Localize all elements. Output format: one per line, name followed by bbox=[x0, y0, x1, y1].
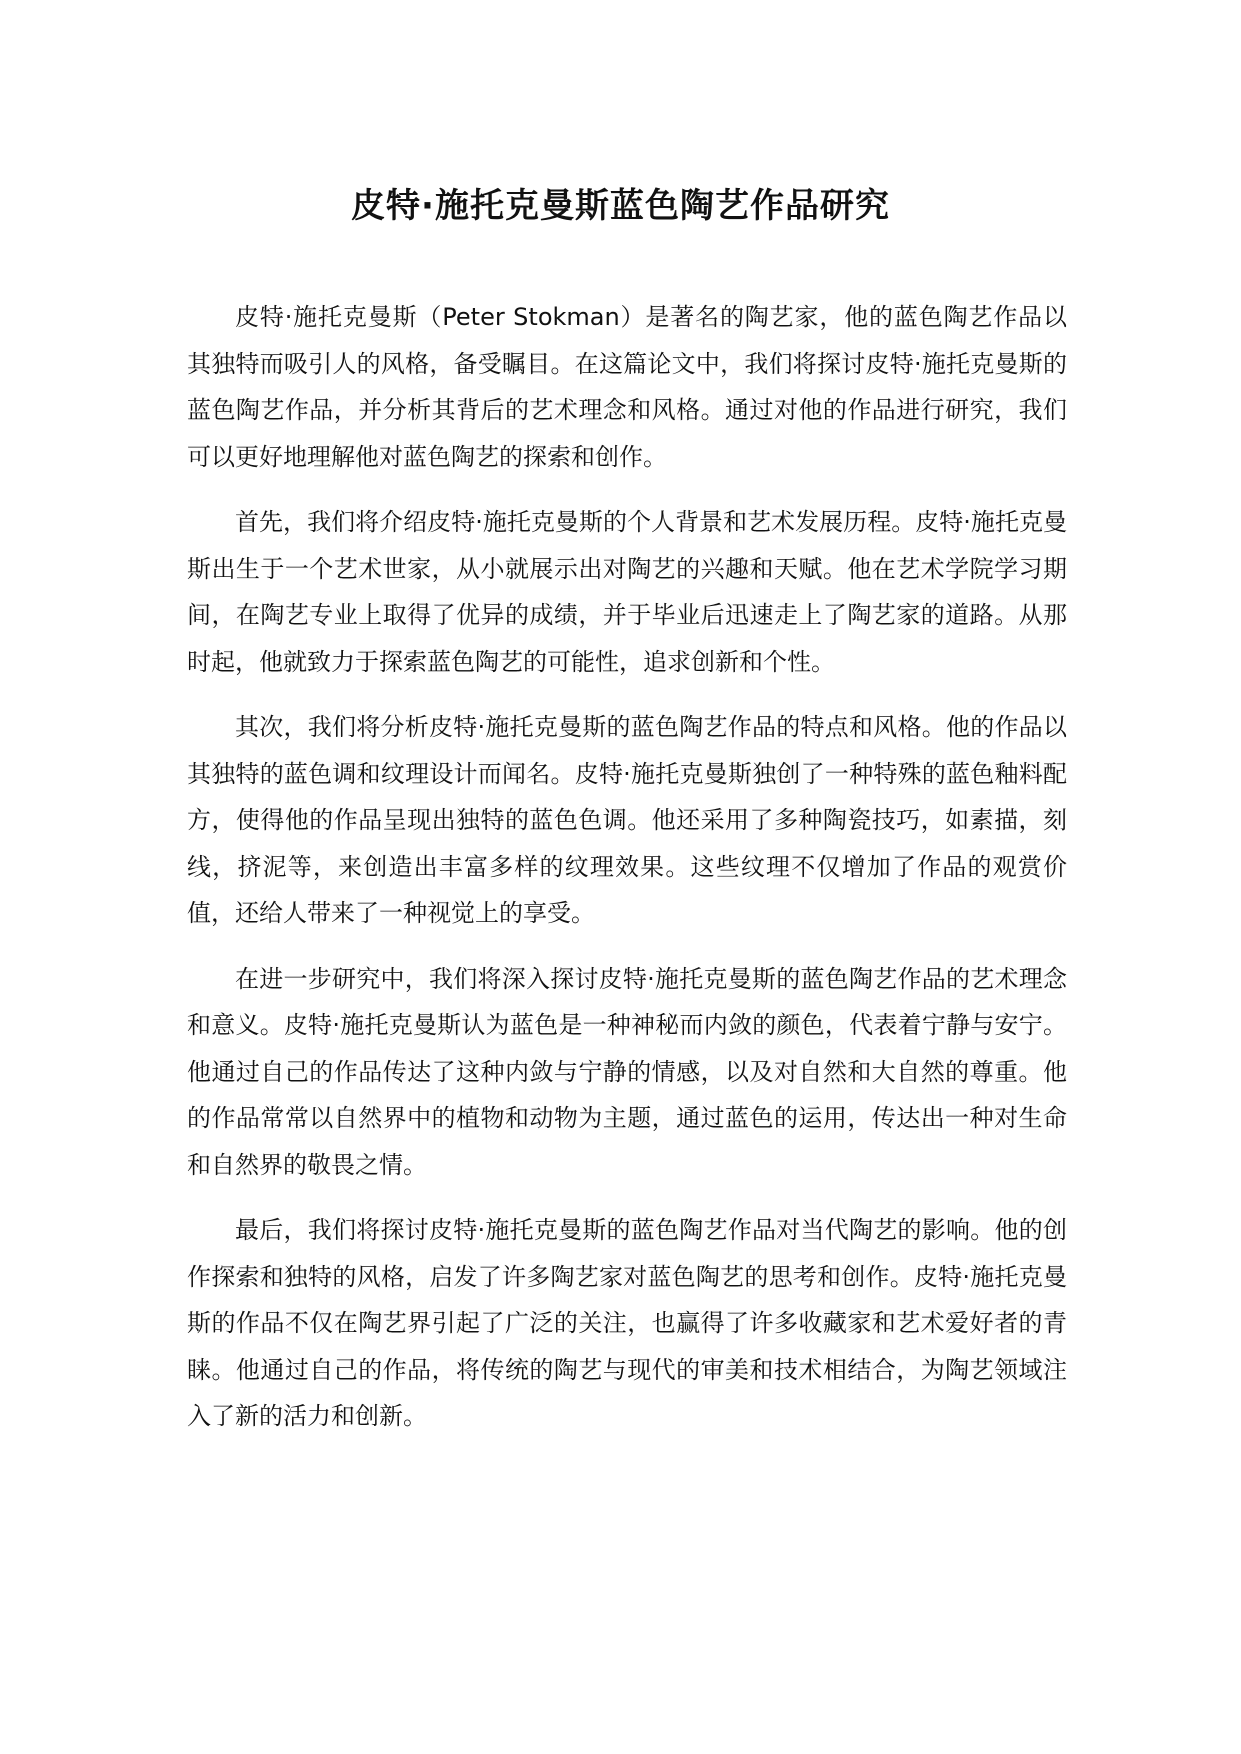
paragraph-characteristics: 其次，我们将分析皮特·施托克曼斯的蓝色陶艺作品的特点和风格。他的作品以其独特的蓝色调和纹理设计而闻名。皮特·施托克曼斯独创了一种特殊的蓝色釉料配方，使得他的作品呈现出独特的蓝色色调。他还采用了多种陶瓷技巧，如素描，刻线，挤泥等，来创造出丰富多样的纹理效果。这些纹理不仅增加了作品的观赏价值，还给人带来了一种视觉上的享受。 bbox=[187, 713, 1067, 927]
paragraph-philosophy: 在进一步研究中，我们将深入探讨皮特·施托克曼斯的蓝色陶艺作品的艺术理念和意义。皮特·施托克曼斯认为蓝色是一种神秘而内敛的颜色，代表着宁静与安宁。他通过自己的作品传达了这种内敛与宁静的情感，以及对自然和大自然的尊重。他的作品常常以自然界中的植物和动物为主题，通过蓝色的运用，传达出一种对生命和自然界的敬畏之情。 bbox=[187, 964, 1067, 1179]
document-body bbox=[187, 294, 1067, 1459]
paragraph-influence: 最后，我们将探讨皮特·施托克曼斯的蓝色陶艺作品对当代陶艺的影响。他的创作探索和独特的风格，启发了许多陶艺家对蓝色陶艺的思考和创作。皮特·施托克曼斯的作品不仅在陶艺界引起了广泛的关注，也赢得了许多收藏家和艺术爱好者的青睐。他通过自己的作品，将传统的陶艺与现代的审美和技术相结合，为陶艺领域注入了新的活力和创新。 bbox=[187, 1216, 1067, 1430]
paragraph-background: 首先，我们将介绍皮特·施托克曼斯的个人背景和艺术发展历程。皮特·施托克曼斯出生于一个艺术世家，从小就展示出对陶艺的兴趣和天赋。他在艺术学院学习期间，在陶艺专业上取得了优异的成绩，并于毕业后迅速走上了陶艺家的道路。从那时起，他就致力于探索蓝色陶艺的可能性，追求创新和个性。 bbox=[187, 508, 1067, 676]
paragraph-intro: 皮特·施托克曼斯（Peter Stokman）是著名的陶艺家，他的蓝色陶艺作品以其独特而吸引人的风格，备受瞩目。在这篇论文中，我们将探讨皮特·施托克曼斯的蓝色陶艺作品，并分析其背后的艺术理念和风格。通过对他的作品进行研究，我们可以更好地理解他对蓝色陶艺的探索和创作。 bbox=[187, 303, 1067, 471]
document-title: 皮特·施托克曼斯蓝色陶艺作品研究 bbox=[351, 186, 890, 226]
